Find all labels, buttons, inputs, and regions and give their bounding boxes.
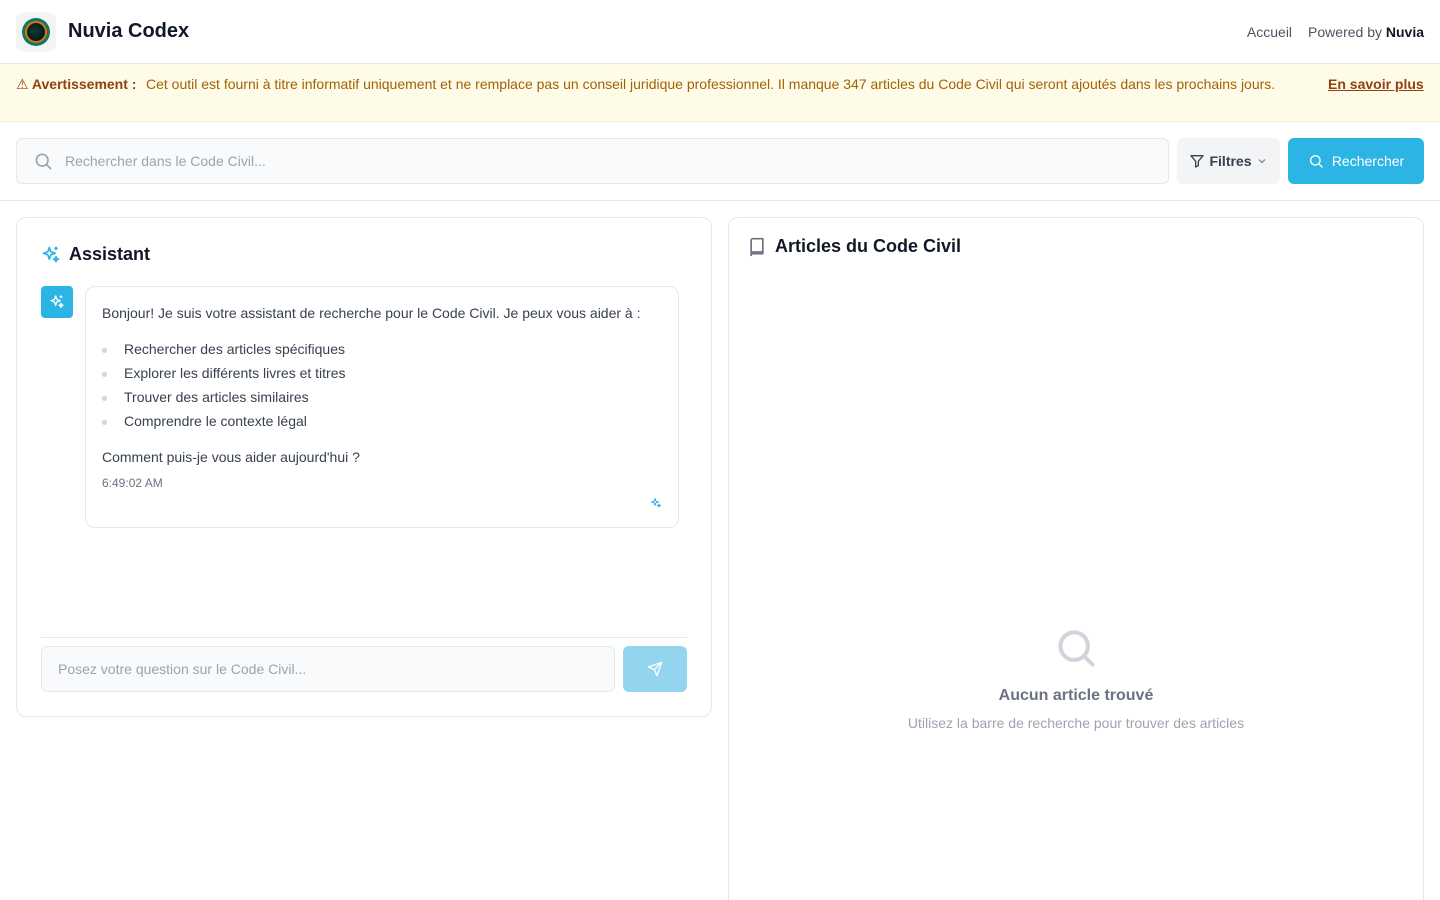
- send-button[interactable]: [623, 646, 687, 692]
- send-icon: [647, 661, 663, 677]
- app-title: Nuvia Codex: [68, 20, 190, 42]
- app-header: [0, 0, 1440, 64]
- logo-icon: [25, 21, 47, 43]
- header-nav: [1247, 24, 1424, 40]
- assistant-avatar: [41, 286, 73, 318]
- book-icon: [747, 237, 767, 257]
- search-button-label: Rechercher: [1331, 153, 1405, 169]
- sparkles-icon: [650, 497, 662, 509]
- learn-more-link[interactable]: En savoir plus: [1328, 76, 1424, 92]
- filter-icon: [1189, 153, 1205, 169]
- message-intro: Bonjour! Je suis votre assistant de recherche pour le Code Civil. Je peux vous aider à :: [102, 305, 641, 321]
- chat-field[interactable]: [41, 646, 615, 692]
- assistant-header: [41, 244, 150, 265]
- list-item: Rechercher des articles spécifiques: [102, 339, 662, 359]
- list-item: Explorer les différents livres et titres: [102, 363, 662, 383]
- articles-panel: [728, 217, 1424, 900]
- chat-divider: [41, 637, 687, 638]
- message-timestamp: 6:49:02 AM: [102, 476, 163, 490]
- app-logo[interactable]: [16, 12, 56, 52]
- chat-input[interactable]: [58, 661, 614, 677]
- nav-home-link[interactable]: Accueil: [1246, 23, 1293, 40]
- search-icon: [1054, 626, 1098, 670]
- search-bar: [0, 122, 1440, 201]
- filters-label: Filtres: [1209, 153, 1252, 169]
- powered-by: [1308, 24, 1424, 40]
- list-item: Trouver des articles similaires: [102, 387, 662, 407]
- powered-brand: Nuvia: [1385, 23, 1424, 40]
- search-input[interactable]: [65, 153, 1168, 169]
- empty-subtitle: Utilisez la barre de recherche pour trouver des articles: [907, 715, 1245, 731]
- warning-text: Cet outil est fourni à titre informatif uniquement et ne remplace pas un conseil juridique professionnel. Il manque 347 articles du Code Civil qui seront ajoutés dans les prochains jours.: [146, 76, 1276, 92]
- filters-button[interactable]: [1177, 138, 1280, 184]
- assistant-message: [85, 286, 679, 528]
- empty-title: Aucun article trouvé: [998, 687, 1154, 704]
- empty-state: [729, 626, 1423, 731]
- warning-label: ⚠ Avertissement :: [16, 76, 137, 92]
- search-button[interactable]: [1288, 138, 1424, 184]
- search-field[interactable]: [16, 138, 1169, 184]
- articles-title: Articles du Code Civil: [775, 236, 962, 256]
- chevron-down-icon: [1256, 155, 1268, 167]
- search-icon: [1308, 153, 1324, 169]
- warning-banner: [0, 64, 1440, 122]
- message-closing: Comment puis-je vous aider aujourd'hui ?: [102, 449, 360, 465]
- search-icon: [33, 151, 53, 171]
- powered-prefix: Powered by: [1308, 23, 1382, 40]
- assistant-title: Assistant: [69, 244, 151, 264]
- sparkles-icon: [49, 294, 65, 310]
- assistant-panel: [16, 217, 712, 717]
- sparkles-icon: [41, 245, 61, 265]
- list-item: Comprendre le contexte légal: [102, 411, 662, 431]
- capabilities-list: [102, 339, 662, 431]
- articles-header: [747, 236, 961, 257]
